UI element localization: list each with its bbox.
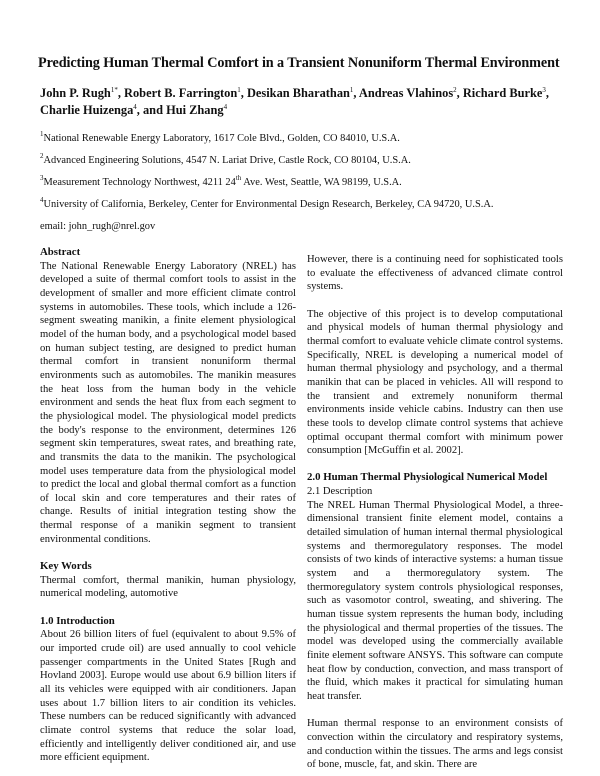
keywords-text: Thermal comfort, thermal manikin, human physiology, numerical modeling, automotive bbox=[40, 574, 296, 600]
author: Charlie Huizenga$^4$ bbox=[40, 103, 137, 117]
affiliation: $^4$University of California, Berkeley, Center for Environmental Design Research, Berkeley, CA 94720, U.S.A. bbox=[40, 196, 494, 210]
author-list: John P. Rugh$^{1*}$, Robert B. Farrington$^1$, Desikan Bharathan$^1$, Andreas Vlahinos$^2$, Richard Burke$^3$, Charlie Huizenga$^4$, and Hui Zhang$^4$ bbox=[40, 86, 549, 117]
section2-paragraph: Human thermal response to an environment consists of convection within the circulatory and respiratory systems, and conduction within the tissues. The arms and legs consist of bone, muscle, fat, and skin. There are bbox=[307, 718, 563, 771]
email: email: john_rugh@nrel.gov bbox=[40, 221, 156, 232]
affiliation: $^2$Advanced Engineering Solutions, 4547 N. Lariat Drive, Castle Rock, CO 80104, U.S.A. bbox=[40, 152, 411, 166]
author: Desikan Bharathan$^1$ bbox=[246, 86, 354, 100]
author: Robert B. Farrington$^1$ bbox=[124, 86, 241, 100]
author: Richard Burke$^3$ bbox=[462, 86, 546, 100]
keywords-heading: Key Words bbox=[40, 560, 92, 573]
introduction-paragraph-continued: However, there is a continuing need for sophisticated tools to evaluate the effectiveness of advanced climate control systems. bbox=[307, 254, 563, 293]
author: Andreas Vlahinos$^2$ bbox=[358, 86, 457, 100]
introduction-paragraph: About 26 billion liters of fuel (equivalent to about 9.5% of our imported crude oil) are used annually to cool vehicle passenger compartments in the United States [Rugh and Hovland 2003]. Europe would use about 6.9 billion liters if all its vehicles were equipped with air conditioners. Japan uses about 1.7 billion liters to air condition its vehicles. These numbers can be reduced significantly with advanced climate control systems that reduce the solar load, efficiently and intelligently deliver conditioned air, and use more efficient equipment. bbox=[40, 629, 296, 764]
authors-and: and bbox=[142, 103, 163, 117]
section2-subheading: 2.1 Description bbox=[307, 486, 373, 498]
author: John P. Rugh$^{1*}$ bbox=[40, 86, 118, 100]
right-column bbox=[307, 253, 563, 772]
section2-paragraph: The NREL Human Thermal Physiological Model, a three-dimensional transient finite element model, contains a detailed simulation of human internal thermal physiological systems and thermoregulatory responses. The model consists of two kinds of interactive systems: a human tissue system and a thermoregulatory system. The thermoregulatory system controls physiological responses, such as vasomotor control, sweating, and shivering. The human tissue system represents the human body, including the physiological and thermal properties of the tissues. The model was developed using the commercially available finite element software ANSYS. This software can compute heat flow by conduction, convection, and mass transport of the fluid, which makes it practical for simulating human heat transfer. bbox=[307, 499, 563, 702]
left-column bbox=[40, 246, 296, 765]
affiliation: $^1$National Renewable Energy Laboratory, 1617 Cole Blvd., Golden, CO 84010, U.S.A. bbox=[40, 130, 400, 144]
paper-title: Predicting Human Thermal Comfort in a Transient Nonuniform Thermal Environment bbox=[38, 55, 560, 71]
section2-heading: 2.0 Human Thermal Physiological Numerical Model bbox=[307, 471, 548, 484]
abstract-text: The National Renewable Energy Laboratory (NREL) has developed a suite of thermal comfort tools to assist in the development of smaller and more efficient climate control systems in automobiles. These tools, which include a 126-segment sweating manikin, a finite element physiological model of the human body, and a psychological model based on human subject testing, are designed to predict human thermal comfort in transient nonuniform thermal environments such as automobiles. The manikin measures the heat loss from the human body in the vehicle environment and sends the heat flux from each segment to the physiological model. The physiological model predicts the body's response to the environment, determines 126 segment skin temperatures, sweat rates, and breathing rate, and transmits the data to the manikin. The psychological model uses temperature data from the physiological model to predict the local and global thermal comfort as a function of local skin and core temperatures and their rates of change. Results of initial integration testing show the thermal response of a manikin segment to transient environmental conditions. bbox=[40, 260, 296, 545]
introduction-heading: 1.0 Introduction bbox=[40, 614, 115, 627]
abstract-heading: Abstract bbox=[40, 246, 81, 258]
affiliation: $^3$Measurement Technology Northwest, 4211 24th Ave. West, Seattle, WA 98199, U.S.A. bbox=[40, 174, 402, 188]
objective-paragraph: The objective of this project is to develop computational and physical models of human thermal physiology and thermal comfort to evaluate vehicle climate control systems. Specifically, NREL is developing a numerical model of human thermal physiology and psychology, and a thermal manikin that can be placed in vehicles. All will respond to the transient and extremely nonuniform thermal environments inside vehicle cabins. Industry can then use these tools to develop climate control systems that achieve optimal occupant thermal comfort with minimum power consumption [McGuffin et al. 2002]. bbox=[307, 308, 563, 457]
author: Hui Zhang$^4$ bbox=[166, 103, 228, 117]
